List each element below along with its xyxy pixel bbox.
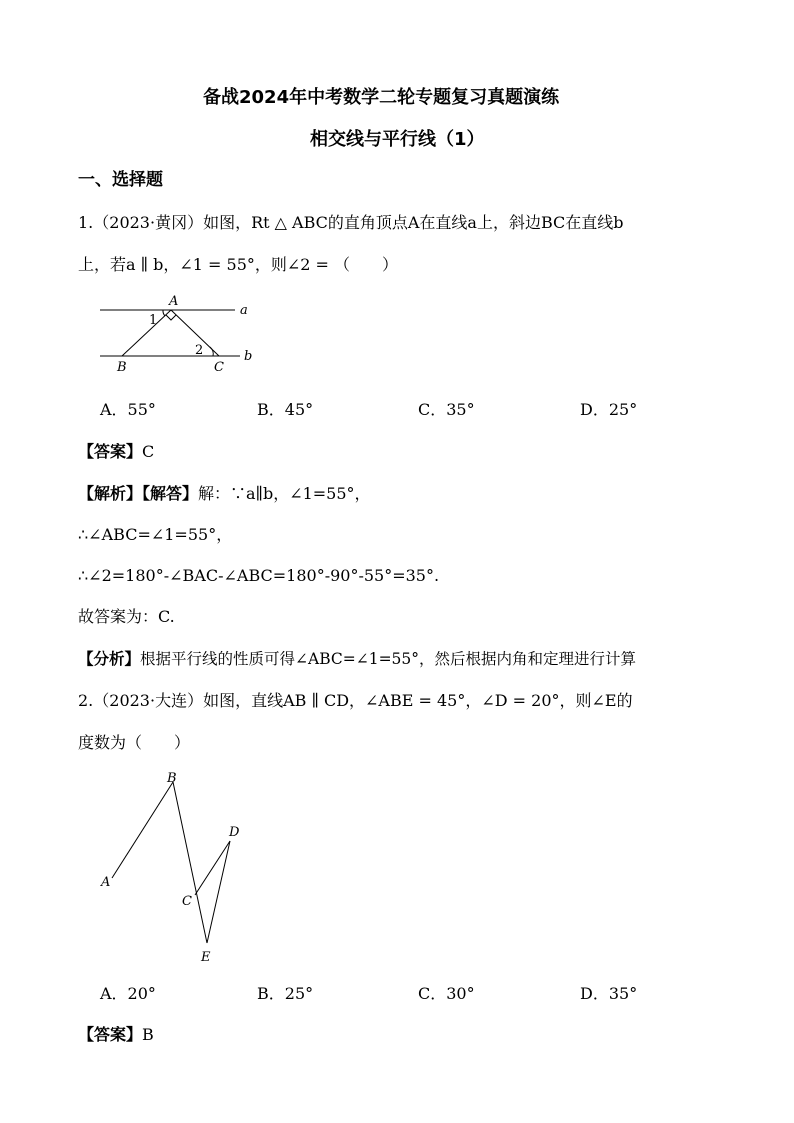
question-2-figure [95,765,255,970]
label-point-a: A [169,294,179,309]
angle-1-arc [163,310,165,316]
segment-ab [122,310,171,356]
analysis-tags: 【解析】【解答】 [78,484,199,503]
question-1-answer [78,442,154,462]
label-point-c: C [182,894,192,909]
analysis-text-1: 解：∵a∥b，∠1=55°， [198,484,371,503]
fenxi-tag: 【分析】 [78,650,141,668]
label-point-d: D [229,825,240,840]
question-2-option-b: B．25° [257,984,314,1003]
section-heading: 一、选择题 [78,170,163,190]
segment-ed [207,841,230,943]
fenxi-text: 根据平行线的性质可得∠ABC=∠1=55°，然后根据内角和定理进行计算 [140,650,637,668]
question-1-analysis-line-3: ∴∠2=180°-∠BAC-∠ABC=180°-90°-55°=35°. [78,566,440,585]
answer-tag: 【答案】 [78,1025,143,1044]
label-angle-2: 2 [195,343,204,358]
question-2-option-a: A．20° [100,984,156,1003]
question-1-option-d: D．25° [580,400,638,419]
answer-tag: 【答案】 [78,442,143,461]
label-point-e: E [201,950,211,965]
answer-value: B [142,1025,154,1044]
label-line-a: a [240,303,248,318]
right-angle-mark [166,315,176,320]
question-2-option-c: C．30° [418,984,475,1003]
question-1-option-a: A．55° [100,400,156,419]
segment-ab [112,782,173,878]
answer-value: C [142,442,155,461]
label-line-b: b [244,349,253,364]
label-point-c: C [214,360,224,375]
question-2-option-d: D．35° [580,984,638,1003]
question-1-figure [95,292,265,376]
label-point-b: B [167,771,177,786]
page-subtitle: 相交线与平行线（1） [310,129,485,150]
question-2-line-1: 2.（2023·大连）如图，直线AB ∥ CD，∠ABE = 45°，∠D = 20°，则∠E的 [78,691,633,710]
question-1-fenxi [78,649,636,669]
label-point-b: B [117,360,127,375]
question-1-line-2: 上，若a ∥ b，∠1 = 55°，则∠2 = （ ） [78,255,399,274]
question-1-analysis-line-1 [78,484,371,504]
label-angle-1: 1 [149,313,158,328]
question-1-option-b: B．45° [257,400,314,419]
question-1-analysis-line-2: ∴∠ABC=∠1=55°， [78,525,233,544]
question-1-option-c: C．35° [418,400,475,419]
label-point-a: A [101,875,111,890]
question-2-answer [78,1025,154,1045]
question-1-line-1: 1.（2023·黄冈）如图，Rt △ ABC的直角顶点A在直线a上，斜边BC在直线b [78,213,624,232]
segment-be [173,782,207,943]
segment-cd [195,841,230,895]
page-title: 备战2024年中考数学二轮专题复习真题演练 [203,87,560,108]
question-2-line-2: 度数为（ ） [78,733,191,752]
question-1-conclusion: 故答案为：C. [78,607,175,626]
